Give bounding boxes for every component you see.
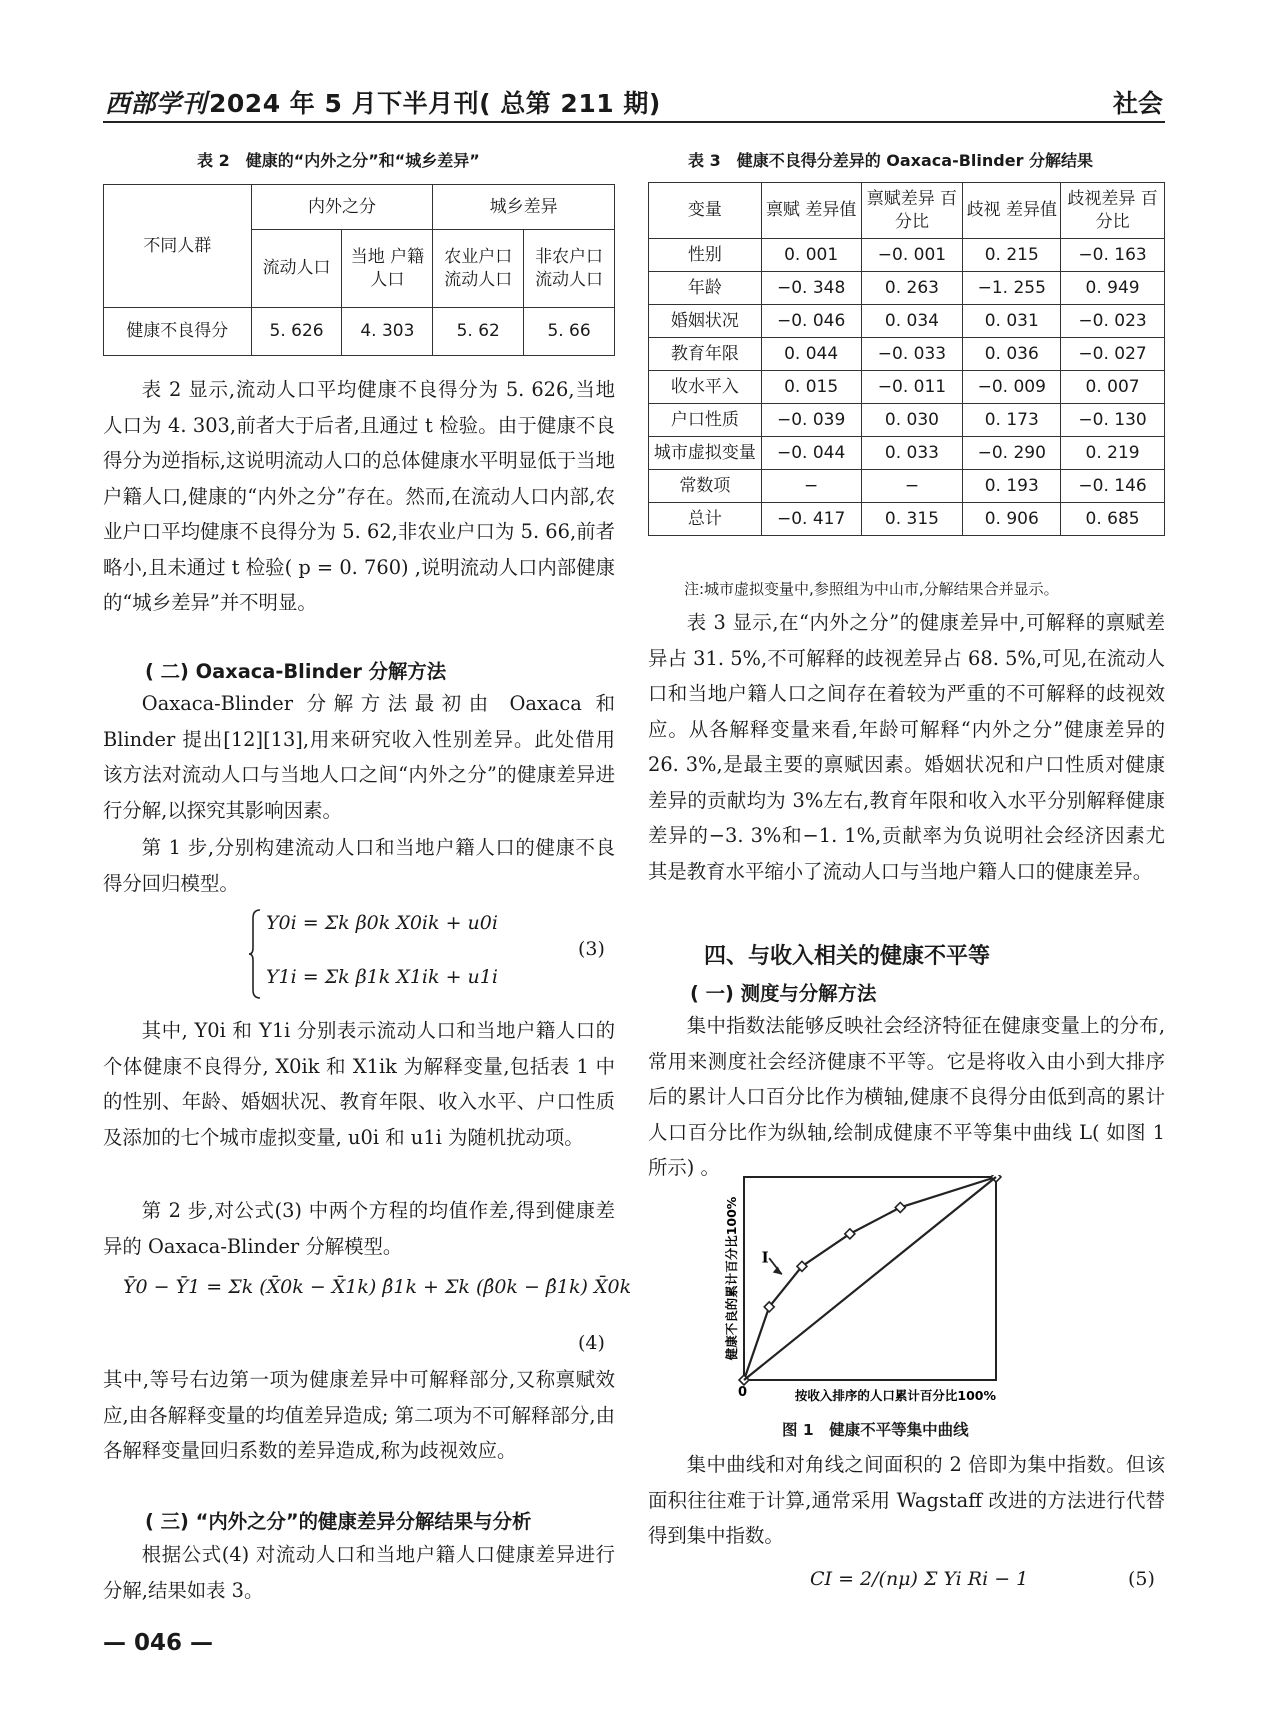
paragraph: 表 2 显示,流动人口平均健康不良得分为 5. 626,当地人口为 4. 303,前者大于后者,且通过 t 检验。由于健康不良得分为逆指标,这说明流动人口的总体健康水平明显低于当地户籍人口,健康的“内外之分”存在。然而,在流动人口内部,农业户口平均健康不良得分为 5. 62,非农业户口为 5. 66,前者略小,且未通过 t 检验( p = 0. 760) ,说明流动人口内部健康的“城乡差异”并不明显。 <box>103 378 615 614</box>
table3-cell: − <box>861 470 963 503</box>
table3-cell: −0. 146 <box>1061 470 1165 503</box>
table2 <box>103 184 615 356</box>
equation-line: Y1i = Σk β1k X1ik + u1i <box>266 966 498 988</box>
figure-caption: 图 1 健康不平等集中曲线 <box>782 1421 969 1439</box>
table3-cell: 0. 193 <box>963 470 1061 503</box>
table3-row <box>649 503 1165 536</box>
table3-col-header: 变量 <box>649 183 762 239</box>
paragraph: 集中曲线和对角线之间面积的 2 倍即为集中指数。但该面积往往难于计算,通常采用 Wagstaff 改进的方法进行代替得到集中指数。 <box>648 1453 1165 1547</box>
table3-row <box>649 437 1165 470</box>
table3-cell: −0. 290 <box>963 437 1061 470</box>
table3-row-label: 年龄 <box>649 272 762 305</box>
subsection-heading: ( 二) Oaxaca-Blinder 分解方法 <box>145 660 447 683</box>
y-axis-label: 健康不良的累计百分比100% <box>724 1196 739 1361</box>
plot-group <box>724 1175 1001 1403</box>
journal-logo: 西部学刊 <box>105 89 208 118</box>
table3-cell: 0. 001 <box>761 239 861 272</box>
table3-cell: −0. 163 <box>1061 239 1165 272</box>
brace-icon <box>248 908 262 1000</box>
table3-row <box>649 338 1165 371</box>
table3-cell: 0. 031 <box>963 305 1061 338</box>
table3-cell: 0. 034 <box>861 305 963 338</box>
table3-row-label: 户口性质 <box>649 404 762 437</box>
table3 <box>648 182 1165 536</box>
table2-group-header: 内外之分 <box>251 185 433 230</box>
table2-cell: 4. 303 <box>342 308 433 356</box>
table3-cell: −0. 023 <box>1061 305 1165 338</box>
table3-row <box>649 470 1165 503</box>
x-axis-label: 按收入排序的人口累计百分比100% <box>794 1388 996 1403</box>
table3-note: 注:城市虚拟变量中,参照组为中山市,分解结果合并显示。 <box>684 580 1059 598</box>
table3-cell: 0. 685 <box>1061 503 1165 536</box>
table3-row-label: 城市虚拟变量 <box>649 437 762 470</box>
paragraph: 第 2 步,对公式(3) 中两个方程的均值作差,得到健康差异的 Oaxaca-Blinder 分解模型。 <box>103 1199 615 1258</box>
table3-cell: 0. 044 <box>761 338 861 371</box>
table2-col-header: 农业户口 流动人口 <box>433 230 524 308</box>
equation-5: CI = 2/(nμ) Σ Yi Ri − 1 <box>810 1568 1029 1590</box>
annotation-label: I <box>761 1248 769 1267</box>
table2-col-header: 非农户口 流动人口 <box>524 230 615 308</box>
paragraph: 其中,等号右边第一项为健康差异中可解释部分,又称禀赋效应,由各解释变量的均值差异造成; 第二项为不可解释部分,由各解释变量回归系数的差异造成,称为歧视效应。 <box>103 1368 615 1462</box>
origin-label: 0 <box>738 1385 748 1400</box>
table3-col-header: 禀赋差异 百分比 <box>861 183 963 239</box>
table3-row <box>649 404 1165 437</box>
table3-row-label: 常数项 <box>649 470 762 503</box>
table3-cell: −0. 033 <box>861 338 963 371</box>
equation-number: (3) <box>578 938 605 960</box>
table3-cell: −0. 039 <box>761 404 861 437</box>
table3-cell: 0. 219 <box>1061 437 1165 470</box>
header-rule <box>103 121 1165 123</box>
data-point <box>895 1202 905 1212</box>
table3-cell: −0. 009 <box>963 371 1061 404</box>
diagonal-line <box>744 1177 996 1380</box>
table3-cell: 0. 033 <box>861 437 963 470</box>
table3-cell: −1. 255 <box>963 272 1061 305</box>
paragraph: 根据公式(4) 对流动人口和当地户籍人口健康差异进行分解,结果如表 3。 <box>103 1543 615 1602</box>
equation-4: Ȳ0 − Ȳ1 = Σk (X̄0k − X̄1k) β̂1k + Σk (β̂0k − β̂1k) X̄0k <box>123 1276 632 1298</box>
table3-col-header: 歧视差异 百分比 <box>1061 183 1165 239</box>
table2-row-header: 不同人群 <box>104 185 252 308</box>
table3-cell: −0. 027 <box>1061 338 1165 371</box>
table3-cell: 0. 036 <box>963 338 1061 371</box>
table3-row <box>649 272 1165 305</box>
table3-col-header: 禀赋 差异值 <box>761 183 861 239</box>
table3-cell: 0. 007 <box>1061 371 1165 404</box>
table3-cell: −0. 348 <box>761 272 861 305</box>
paragraph: 其中, Y0i 和 Y1i 分别表示流动人口和当地户籍人口的个体健康不良得分, X0ik 和 X1ik 为解释变量,包括表 1 中的性别、年龄、婚姻状况、教育年限、收入水平、户口性质及添加的七个城市虚拟变量, u0i 和 u1i 为随机扰动项。 <box>103 1019 615 1149</box>
table2-cell: 5. 62 <box>433 308 524 356</box>
table3-cell: 0. 215 <box>963 239 1061 272</box>
subsection-heading: ( 三) “内外之分”的健康差异分解结果与分析 <box>145 1510 532 1533</box>
page-number: — 046 — <box>103 1630 214 1656</box>
table2-cell: 5. 626 <box>251 308 342 356</box>
table3-col-header: 歧视 差异值 <box>963 183 1061 239</box>
table3-cell: − <box>761 470 861 503</box>
table2-caption: 表 2 健康的“内外之分”和“城乡差异” <box>197 151 480 170</box>
concentration-curve-chart <box>718 1175 1096 1415</box>
table3-cell: −0. 417 <box>761 503 861 536</box>
table3-row-label: 婚姻状况 <box>649 305 762 338</box>
table3-cell: −0. 011 <box>861 371 963 404</box>
table3-cell: 0. 030 <box>861 404 963 437</box>
table3-row <box>649 371 1165 404</box>
table3-cell: 0. 015 <box>761 371 861 404</box>
paragraph: Oaxaca-Blinder 分解方法最初由 Oaxaca 和 Blinder 提出[12][13],用来研究收入性别差异。此处借用该方法对流动人口与当地人口之间“内外之分”的健康差异进行分解,以探究其影响因素。 <box>103 692 615 822</box>
equation-line: Y0i = Σk β0k X0ik + u0i <box>266 912 498 934</box>
arrowhead-icon <box>773 1266 782 1274</box>
table2-col-header: 当地 户籍人口 <box>342 230 433 308</box>
paragraph: 集中指数法能够反映社会经济特征在健康变量上的分布,常用来测度社会经济健康不平等。它是将收入由小到大排序后的累计人口百分比作为横轴,健康不良得分由低到高的累计人口百分比作为纵轴,绘制成健康不平等集中曲线 L( 如图 1 所示) 。 <box>648 1014 1165 1179</box>
equation-number: (4) <box>578 1332 605 1354</box>
table3-cell: −0. 044 <box>761 437 861 470</box>
journal-header <box>105 84 661 120</box>
table2-group-header: 城乡差异 <box>433 185 615 230</box>
section-label: 社会 <box>1112 89 1163 118</box>
subsection-heading: ( 一) 测度与分解方法 <box>690 982 877 1005</box>
issue-label: 2024 年 5 月下半月刊( 总第 211 期) <box>209 89 661 118</box>
table3-cell: 0. 949 <box>1061 272 1165 305</box>
table3-row-label: 教育年限 <box>649 338 762 371</box>
paragraph: 表 3 显示,在“内外之分”的健康差异中,可解释的禀赋差异占 31. 5%,不可解释的歧视差异占 68. 5%,可见,在流动人口和当地户籍人口之间存在着较为严重的不可解释的歧视效应。从各解释变量来看,年龄可解释“内外之分”健康差异的 26. 3%,是最主要的禀赋因素。婚姻状况和户口性质对健康差异的贡献均为 3%左右,教育年限和收入水平分别解释健康差异的−3. 3%和−1. 1%,贡献率为负说明社会经济因素尤其是教育水平缩小了流动人口与当地户籍人口的健康差异。 <box>648 611 1165 883</box>
table2-cell: 5. 66 <box>524 308 615 356</box>
table3-row-label: 总计 <box>649 503 762 536</box>
table3-cell: −0. 046 <box>761 305 861 338</box>
table3-row <box>649 239 1165 272</box>
table3-row <box>649 305 1165 338</box>
table3-caption: 表 3 健康不良得分差异的 Oaxaca-Blinder 分解结果 <box>688 151 1094 170</box>
section-heading: 四、与收入相关的健康不平等 <box>704 944 991 969</box>
equation-number: (5) <box>1128 1568 1155 1590</box>
table3-row-label: 收水平入 <box>649 371 762 404</box>
table2-row-label: 健康不良得分 <box>104 308 252 356</box>
table3-cell: 0. 173 <box>963 404 1061 437</box>
table3-cell: −0. 130 <box>1061 404 1165 437</box>
paragraph: 第 1 步,分别构建流动人口和当地户籍人口的健康不良得分回归模型。 <box>103 836 615 895</box>
table3-cell: 0. 906 <box>963 503 1061 536</box>
table2-col-header: 流动人口 <box>251 230 342 308</box>
table3-row-label: 性别 <box>649 239 762 272</box>
table3-cell: 0. 315 <box>861 503 963 536</box>
table3-cell: 0. 263 <box>861 272 963 305</box>
table3-cell: −0. 001 <box>861 239 963 272</box>
